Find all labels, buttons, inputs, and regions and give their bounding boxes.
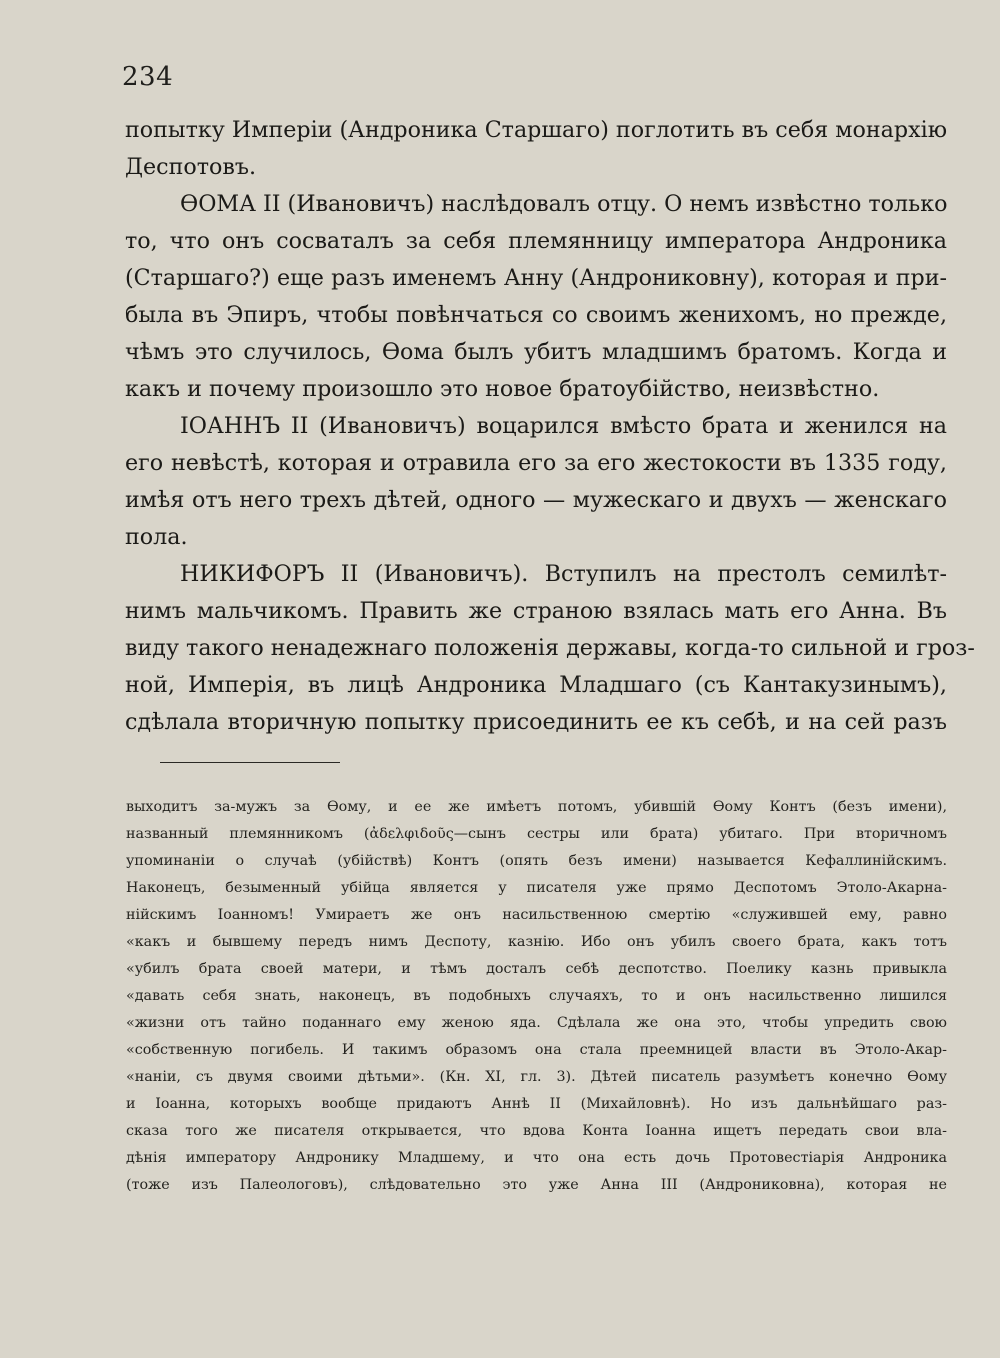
body-line-part: (Старшаго?) еще разъ именемъ Анну (Андрониковну), которая и при- <box>125 265 947 291</box>
footnote-separator <box>160 762 340 763</box>
body-line: пола. <box>125 524 188 550</box>
footnote-line: выходитъ за-мужъ за Ѳому, и ее же имѣетъ потомъ, убившiй Ѳому Контъ (безъ имени), <box>126 799 947 815</box>
footnote-line: «давать себя знать, наконецъ, въ подобныхъ случаяхъ, то и онъ насильственно лишился <box>126 988 947 1004</box>
body-line: его невѣстѣ, которая и отравила его за его жестокости въ 1335 году, <box>125 450 947 476</box>
footnote-line: и Iоанна, которыхъ вообще придаютъ Аннѣ II (Михайловнѣ). Но изъ дальнѣйшаго раз- <box>126 1096 947 1112</box>
body-line <box>125 263 947 293</box>
body-line: виду такого ненадежнаго положенiя державы, когда-то сильной и гроз- <box>125 635 975 661</box>
body-line: нимъ мальчикомъ. Править же страною взялась мать его Анна. Въ <box>125 598 947 624</box>
footnote-line: «жизни отъ тайно поданнаго ему женою яда. Сдѣлала же она это, чтобы упредить свою <box>126 1015 947 1031</box>
footnote-line: названный племянникомъ (ἀδελφιδοῦς—сынъ сестры или брата) убитаго. При вторичномъ <box>126 826 947 842</box>
body-line: была въ Эпиръ, чтобы повѣнчаться со своимъ женихомъ, но прежде, <box>125 302 947 328</box>
footnote-line: «собственную погибель. И такимъ образомъ она стала преемницей власти въ Этоло-Акар- <box>126 1042 947 1058</box>
body-line: Деспотовъ. <box>125 154 257 180</box>
page-number: 234 <box>122 62 174 92</box>
body-line: ѲОМА II (Ивановичъ) наслѣдовалъ отцу. О немъ извѣстно только <box>180 191 948 217</box>
footnote-line: (тоже изъ Палеологовъ), слѣдовательно это уже Анна III (Андрониковна), которая не <box>126 1177 947 1193</box>
footnote-line: дѣнiя императору Андронику Младшему, и что она есть дочь Протовестiарiя Андроника <box>126 1150 947 1166</box>
footnote-line: Наконецъ, безыменный убiйца является у писателя уже прямо Деспотомъ Этоло-Акарна- <box>126 880 947 896</box>
body-line: какъ и почему произошло это новое братоубiйство, неизвѣстно. <box>125 376 880 402</box>
footnote-line: «нанiи, съ двумя своими дѣтьми». (Кн. XI, гл. 3). Дѣтей писатель разумѣетъ конечно Ѳому <box>126 1069 947 1085</box>
footnote-line: нiйскимъ Iоанномъ! Умираетъ же онъ насильственною смертiю «служившей ему, равно <box>126 907 947 923</box>
body-line: IОАННЪ II (Ивановичъ) воцарился вмѣсто брата и женился на <box>180 413 947 439</box>
footnote-line: «убилъ брата своей матери, и тѣмъ досталъ себѣ деспотство. Поелику казнь привыкла <box>126 961 947 977</box>
footnote-line: упоминанiи о случаѣ (убiйствѣ) Контъ (опять безъ имени) называется Кефаллинiйскимъ. <box>126 853 947 869</box>
footnote-line: сказа того же писателя открывается, что вдова Конта Iоанна ищетъ передать свои вла- <box>126 1123 947 1139</box>
body-line: НИКИФОРЪ II (Ивановичъ). Вступилъ на престолъ семилѣт- <box>180 561 947 587</box>
body-line: имѣя отъ него трехъ дѣтей, одного — мужескаго и двухъ — женскаго <box>125 487 947 513</box>
body-line: чѣмъ это случилось, Ѳома былъ убитъ младшимъ братомъ. Когда и <box>125 339 947 365</box>
body-line: то, что онъ сосваталъ за себя племянницу императора Андроника <box>125 228 947 254</box>
footnote-line: «какъ и бывшему передъ нимъ Деспоту, казнiю. Ибо онъ убилъ своего брата, какъ тотъ <box>126 934 947 950</box>
body-line: ной, Имперiя, въ лицѣ Андроника Младшаго (съ Кантакузинымъ), <box>125 672 947 698</box>
body-line: сдѣлала вторичную попытку присоединить ее къ себѣ, и на сей разъ <box>125 709 947 735</box>
body-line: попытку Имперiи (Андроника Старшаго) поглотить въ себя монархiю <box>125 117 948 143</box>
